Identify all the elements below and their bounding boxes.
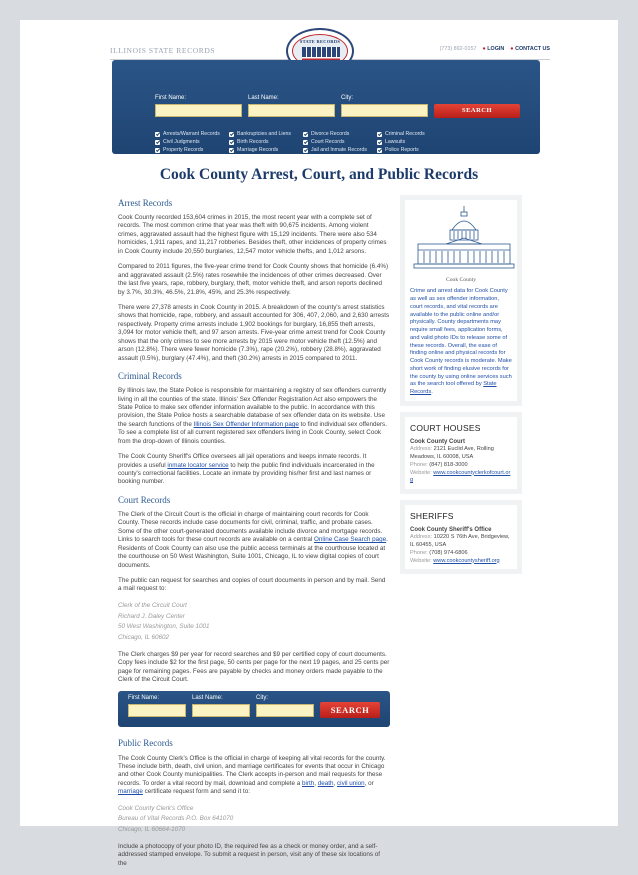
- city-input[interactable]: [341, 104, 428, 117]
- birth-form-link[interactable]: birth: [302, 779, 315, 787]
- checkbox-court[interactable]: [303, 139, 377, 146]
- court-paragraph-3: The Clerk charges $9 per year for record searches and $9 per certified copy of court documents. Copy fees include $2 for the first page, 50 cents per page for the next 19 pages, and 25 cents per page for remaining pages. Fees are payable by checks and money orders made payable to the Clerk of the Circuit Court.: [118, 650, 390, 684]
- sheriff-phone: [410, 550, 512, 558]
- flag-stars-icon: [302, 47, 340, 57]
- city-input[interactable]: [256, 704, 314, 717]
- text-segment: The Cook County Clerk's Office is the official in charge of keeping all vital records for the county. These include birth, death, civil union, and marriage certificates for events that occur in Chicago and other Cook County municipalities. The Clerk accepts in-person and mail requests for these records. To order a vital record by mail, download and complete a: [118, 754, 386, 787]
- courthouses-inner: [405, 417, 517, 489]
- court-paragraph-2: The public can request for searches and copies of court documents in person and by mail. Send a mail request to:: [118, 577, 386, 593]
- court-website-link[interactable]: www.cookcountyclerkofcourt.org: [410, 469, 511, 484]
- checkbox-label: Criminal Records: [385, 131, 425, 137]
- login-link[interactable]: [482, 46, 504, 53]
- checkbox-icon: [303, 140, 308, 145]
- login-label: LOGIN: [487, 46, 505, 52]
- sidebar: [400, 195, 522, 580]
- first-name-input[interactable]: [155, 104, 242, 117]
- arrest-paragraph-2: Compared to 2011 figures, the five-year crime trend for Cook County shows that homicide (6.4%) and aggravated assault (2.5%) rates rosewhile the incidences of other crimes decreased. Over the last five years, rape, robbery, burglary, theft, motor vehicle theft, and arson reports declined by 3.7%, 30.3%, 46.5%, 21.8%, 45%, and 25.3% respectively.: [118, 263, 389, 296]
- checkbox-icon: [377, 148, 382, 153]
- bullet-icon: ●: [510, 46, 514, 52]
- last-name-label: Last Name:: [192, 695, 223, 702]
- county-info-card: [400, 195, 522, 406]
- sheriff-website-link[interactable]: www.cookcountysheriff.org: [433, 557, 500, 564]
- sex-offender-info-link[interactable]: Illinois Sex Offender Information page: [193, 420, 299, 428]
- field-key: Address:: [410, 534, 433, 541]
- page: [20, 20, 618, 867]
- checkbox-jail-inmate[interactable]: [303, 147, 377, 154]
- public-records-heading: Public Records: [118, 738, 173, 749]
- public-paragraph-1: [118, 755, 390, 797]
- checkbox-arrests-warrant[interactable]: [155, 131, 229, 138]
- text-segment: to find individual sex offenders. To see a complete list of all current registered sex offenders living in Cook County, select Cook from the drop-down of Illinois counties.: [118, 420, 387, 445]
- state-records-link[interactable]: State Records: [410, 381, 497, 396]
- checkbox-icon: [377, 140, 382, 145]
- county-info-inner: [405, 200, 517, 401]
- sheriff-name: Cook County Sheriff's Office: [410, 527, 492, 534]
- courthouses-title: COURT HOUSES: [410, 422, 481, 433]
- arrest-paragraph-1: Cook County recorded 153,604 crimes in 2015, the most recent year with a complete set of records. The most common crime that year was theft with 90,675 incidents. Among violent crimes, aggravated assault had the highest figure with 15,129 incidents. There were also 534 homicides, 1,911 rapes, and 11,217 robberies. Besides theft, other incidences of property crimes in Cook County include 20,550 burglaries, 12,547 motor vehicle thefts, and 1,012 arsons.: [118, 214, 387, 255]
- text-segment: certificate request form and send it to:: [142, 788, 250, 796]
- text-segment: . Residents of Cook County can also use the public access terminals at the courthouse located at the courthouse on 50 West Washington, Suite 1001, Chicago, IL to view digital copies of court documents.: [118, 536, 388, 569]
- criminal-records-heading: Criminal Records: [118, 371, 182, 382]
- city-label: City:: [341, 95, 353, 101]
- checkbox-icon: [303, 148, 308, 153]
- court-website: [410, 470, 512, 485]
- online-case-search-link[interactable]: Online Case Search page: [314, 536, 387, 544]
- courthouses-card: [400, 412, 522, 494]
- court-phone: [410, 462, 512, 470]
- city-label: City:: [256, 695, 268, 702]
- court-records-heading: Court Records: [118, 494, 171, 505]
- field-key: Website:: [410, 557, 432, 564]
- field-key: Phone:: [410, 461, 428, 468]
- last-name-input[interactable]: [192, 704, 250, 717]
- capitol-building-icon: [410, 204, 518, 274]
- public-paragraph-2: Include a photocopy of your photo ID, the required fee as a check or money order, and a self-addressed stamped envelope. To submit a request in person, visit any of these six locations of the: [118, 842, 381, 867]
- checkbox-divorce[interactable]: [303, 131, 377, 138]
- checkbox-label: Bankruptcies and Liens: [237, 131, 291, 137]
- field-value: (708) 974-6806: [429, 549, 468, 556]
- checkbox-label: Lawsuits: [385, 138, 406, 145]
- phone-number: (773) 892-0157: [439, 46, 477, 52]
- field-value: (847) 818-3000: [429, 461, 468, 468]
- checkbox-label: Birth Records: [237, 138, 269, 145]
- address-line: 50 West Washington, Suite 1001: [118, 623, 210, 631]
- marriage-form-link[interactable]: marriage: [118, 788, 143, 796]
- checkbox-label: Court Records: [311, 138, 345, 145]
- checkbox-icon: [229, 148, 234, 153]
- text-segment: ,: [314, 779, 318, 787]
- checkbox-police-reports[interactable]: [377, 147, 451, 154]
- contact-label: CONTACT US: [515, 46, 550, 52]
- address-line: Clerk of the Circuit Court: [118, 601, 187, 609]
- field-value: 10220 S 76th Ave, Bridgeview, IL 60455, USA: [410, 534, 510, 549]
- last-name-label: Last Name:: [248, 95, 279, 101]
- checkbox-marriage[interactable]: [229, 147, 303, 154]
- field-value: 2121 Euclid Ave, Rolling Meadows, IL 60008, USA: [410, 446, 494, 461]
- address-line: Bureau of Vital Records P.O. Box 641070: [118, 815, 234, 823]
- civil-union-form-link[interactable]: civil union: [337, 779, 365, 787]
- checkbox-lawsuits[interactable]: [377, 139, 451, 146]
- seal-top-text: STATE RECORDS: [299, 39, 341, 44]
- checkbox-label: Divorce Records: [311, 131, 350, 137]
- search-button[interactable]: SEARCH: [320, 702, 380, 718]
- contact-link[interactable]: [510, 46, 550, 53]
- last-name-input[interactable]: [248, 104, 335, 117]
- checkbox-icon: [229, 140, 234, 145]
- sheriffs-card: [400, 500, 522, 574]
- bullet-icon: ●: [482, 46, 486, 52]
- search-button[interactable]: SEARCH: [434, 104, 520, 118]
- checkbox-label: Marriage Records: [237, 146, 279, 153]
- page-title: Cook County Arrest, Court, and Public Records: [159, 166, 479, 183]
- address-line: Richard J. Daley Center: [118, 612, 185, 620]
- checkbox-label: Jail and Inmate Records: [311, 146, 367, 153]
- checkbox-label: Arrests/Warrant Records: [163, 131, 220, 137]
- vital-records-mailing-address: [118, 804, 390, 836]
- sheriffs-title: SHERIFFS: [410, 510, 454, 521]
- checkbox-icon: [229, 132, 234, 137]
- clerk-mailing-address: [118, 601, 390, 644]
- text-segment: The Cook County Sheriff's Office oversees all jail operations and keeps inmate records. It provides a useful: [118, 453, 367, 469]
- brand-name[interactable]: ILLINOIS STATE RECORDS: [110, 46, 216, 55]
- first-name-label: First Name:: [128, 695, 160, 702]
- text-segment: ,: [333, 779, 338, 787]
- record-type-checkboxes: [155, 131, 455, 154]
- checkbox-icon: [377, 132, 382, 137]
- main-content: [118, 195, 390, 875]
- text-segment: to help the public find individuals incarcerated in the county's correctional facilities. Locate an inmate by providing his/her first and last names or booking number.: [118, 461, 375, 486]
- field-key: Website:: [410, 469, 432, 476]
- checkbox-civil-judgments[interactable]: [155, 139, 229, 146]
- criminal-paragraph-2: [118, 453, 390, 487]
- inline-search-panel: [118, 691, 390, 727]
- checkbox-birth[interactable]: [229, 139, 303, 146]
- court-name: Cook County Court: [410, 439, 465, 446]
- address-line: Chicago, IL 60602: [118, 634, 169, 641]
- checkbox-icon: [155, 148, 160, 153]
- search-panel: [112, 60, 540, 154]
- text-segment: Crime and arrest data for Cook County as well as sex offender information, court records, and vital records are available to the public online and/or physically. County departments may require small fees, application forms, and valid photo IDs to release some of these records. Overall, the ease of finding online and physical records for Cook County records is moderate. Make short work of finding elusive records for the county by using online services such as the search tool offered by: [410, 288, 512, 388]
- court-address: [410, 446, 512, 461]
- checkbox-bankruptcies-liens[interactable]: [229, 131, 303, 138]
- sheriff-address: [410, 534, 512, 549]
- county-summary: [410, 288, 512, 397]
- checkbox-criminal[interactable]: [377, 131, 451, 138]
- top-links: [440, 46, 550, 53]
- checkbox-label: Police Reports: [385, 146, 419, 153]
- sheriff-website: [410, 558, 512, 566]
- first-name-input[interactable]: [128, 704, 186, 717]
- checkbox-icon: [303, 132, 308, 137]
- address-line: Cook County Clerk's Office: [118, 804, 194, 812]
- sheriffs-inner: [405, 505, 517, 569]
- court-paragraph-1: [118, 511, 390, 570]
- arrest-paragraph-3: There were 27,378 arrests in Cook County in 2015. A breakdown of the county's arrest statistics shows that homicide, rape, robbery, and assault accounted for 306, 407, 2,060, and 2,630 arrests respectively. Property crime arrests include 1,902 bookings for burglary, 16,855 theft arrests, 3,094 for motor vehicle theft, and 97 arson arrests. Five-year crime arrest trend for Cook County shows that the only crimes to see more arrests by 2015 were motor vehicle theft (12.5%) and arson (12.8%). There were fewer homicide (7.3%), rape (20.2%), robbery (28.8%), aggravated assault (0.5%), burglary (47.4%), and theft (30.2%) arrests in 2015 compared to 2011.: [118, 303, 390, 362]
- capitol-caption: Cook County: [446, 277, 476, 283]
- text-segment: .: [431, 389, 433, 396]
- arrest-records-heading: Arrest Records: [118, 198, 173, 208]
- text-segment: By Illinois law, the State Police is responsible for maintaining a registry of sex offenders currently living in all the counties of the state. Illinois' Sex Offender Registration Act also empowers the State Police to make sex offender information available to the public. In accordance with this provision, the State Police hosts a searchable database of sex offender data on its website. Use the search functions of the: [118, 387, 387, 428]
- criminal-paragraph-1: [118, 387, 390, 446]
- inmate-locator-link[interactable]: inmate locator service: [167, 461, 229, 469]
- first-name-label: First Name:: [155, 95, 187, 101]
- checkbox-label: Property Records: [163, 146, 204, 153]
- checkbox-label: Civil Judgments: [163, 138, 200, 145]
- field-key: Phone:: [410, 549, 428, 556]
- field-key: Address:: [410, 446, 433, 453]
- checkbox-icon: [155, 140, 160, 145]
- text-segment: , or: [364, 779, 374, 787]
- address-line: Chicago, IL 60664-1070: [118, 826, 186, 834]
- death-form-link[interactable]: death: [317, 779, 334, 787]
- checkbox-property[interactable]: [155, 147, 229, 154]
- checkbox-icon: [155, 132, 160, 137]
- text-segment: The Clerk of the Circuit Court is the official in charge of maintaining court records for Cook County. These records include case documents for civil, criminal, traffic, and probate cases. Some of the other court-generated documents available include divorce and mortgage records. Links to search tools for these court records are available on a central: [118, 510, 383, 544]
